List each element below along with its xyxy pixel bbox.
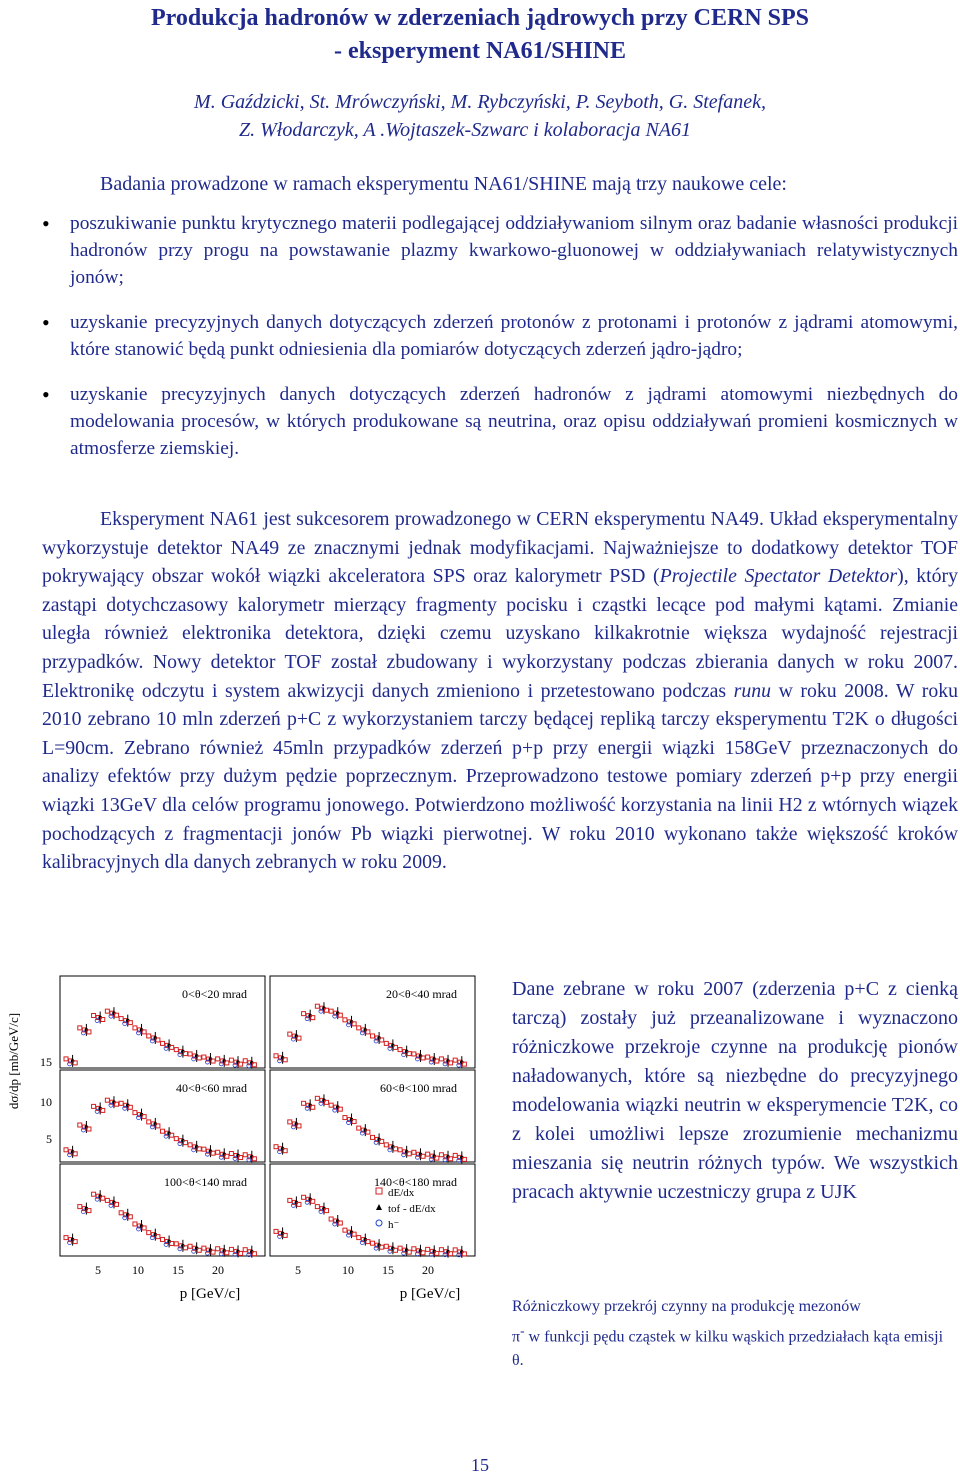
data-point-dedx — [398, 1048, 402, 1052]
x-tick-label: 10 — [132, 1263, 144, 1277]
data-point-dedx — [453, 1248, 457, 1252]
data-point-dedx — [202, 1147, 206, 1151]
x-axis-label-left: p [GeV/c] — [179, 1286, 241, 1302]
panel-label: 20<θ<40 mrad — [386, 987, 457, 1001]
authors-line-2: Z. Włodarczyk, A .Wojtaszek-Szwarc i kolaboracja NA61 — [238, 119, 691, 141]
data-point-dedx — [357, 1126, 361, 1130]
goal-item: • uzyskanie precyzyjnych danych dotyczących zderzeń protonów z protonami i protonów z jądrami atomowymi, które stanowić będą punkt odniesienia dla pomiarów dotyczących zderzeń jądro-jądro; — [42, 309, 958, 363]
data-point-dedx — [274, 1229, 278, 1233]
authors-line-1: M. Gaździcki, St. Mrówczyński, M. Rybczyński, P. Seyboth, G. Stefanek, — [194, 91, 766, 113]
right-column-text: Dane zebrane w roku 2007 (zderzenia p+C z cienką tarczą) zostały już przeanalizowane i wyznaczono różniczkowe przekroje czynne na produkcję pionów naładowanych, które są niezbędne do precyzyjnego modelowania wiązki neutrin w eksperymencie T2K, co z kolei umożliwi lepsze zrozumienie mechanizmu mieszania się neutrin różnych typów. We wszystkich pracach aktywnie uczestniczy grupa z UJK — [512, 978, 958, 1203]
data-point-dedx — [343, 1116, 347, 1120]
data-point-dedx — [78, 1123, 82, 1127]
data-point-dedx — [357, 1236, 361, 1240]
data-point-dedx — [288, 1032, 292, 1036]
data-point-dedx — [147, 1034, 151, 1038]
data-point-dedx — [371, 1034, 375, 1038]
data-point-dedx — [343, 1228, 347, 1232]
data-point-dedx — [147, 1120, 151, 1124]
data-point-dedx — [64, 1148, 68, 1152]
data-point-dedx — [216, 1057, 220, 1061]
data-point-dedx — [412, 1150, 416, 1154]
body-text-b: ), który zastąpi dotychczasowy kalorymetr mierzący fragmenty pocisku i cząstki lecące pod małymi kątami. Zmianie uległa również elektronika detektora, dzięki czemu uzyskano kilkakrotnie większa wydajność rejestracji przypadków. Nowy detektor TOF został zbudowany i wykorzystany podczas zbierania danych w roku 2007. Elektronikę odczytu i system akwizycji danych zmieniono i przetestowano podczas — [42, 565, 958, 702]
data-point-dedx — [371, 1241, 375, 1245]
legend-label: tof - dE/dx — [388, 1203, 436, 1215]
page-number: 15 — [471, 1455, 489, 1475]
figure-caption — [512, 1295, 958, 1373]
data-point-dedx — [229, 1247, 233, 1251]
chart-svg — [0, 966, 500, 1366]
data-point-dedx — [288, 1120, 292, 1124]
data-point-dedx — [315, 1205, 319, 1209]
data-point-dedx — [161, 1041, 165, 1045]
caption-line-1: Różniczkowy przekrój czynny na produkcję mezonów — [512, 1298, 861, 1315]
data-point-dedx — [302, 1012, 306, 1016]
data-point-dedx — [174, 1048, 178, 1052]
panel-label: 140<θ<180 mrad — [374, 1175, 457, 1189]
body-text-c: w roku 2008. W roku 2010 zebrano 10 mln zderzeń p+C z wykorzystaniem tarczy będącej repliką tarczy eksperymentu T2K o długości L=90cm. Zebrano również 45mln przypadków zderzeń p+p przy energii wiązki 158GeV przeznaczonych do analizy efektów przy dużym pędzie poprzecznym. Przeprowadzono testowe pomiary zderzeń p+p przy energii wiązki 13GeV dla celów programu jonowego. Potwierdzono możliwość korzystania na linii H2 z wtórnych wiązek pochodzących z fragmentacji jonów Pb wiązki pierwotnej. W roku 2010 wykonano także większość kroków kalibracyjnych dla danych zebranych w roku 2009. — [42, 679, 958, 874]
data-point-dedx — [216, 1150, 220, 1154]
data-point-dedx — [174, 1137, 178, 1141]
data-point-dedx — [188, 1052, 192, 1056]
panel-label: 40<θ<60 mrad — [176, 1081, 247, 1095]
data-point-dedx — [92, 1104, 96, 1108]
x-tick-label: 10 — [342, 1263, 354, 1277]
legend-marker-hminus — [376, 1220, 382, 1226]
panel-label: 0<θ<20 mrad — [182, 987, 247, 1001]
data-point-dedx — [398, 1246, 402, 1250]
panel-label: 60<θ<100 mrad — [380, 1081, 457, 1095]
data-point-dedx — [412, 1052, 416, 1056]
x-tick-label: 20 — [212, 1263, 224, 1277]
x-tick-label: 15 — [382, 1263, 394, 1277]
data-point-dedx — [78, 1205, 82, 1209]
data-point-dedx — [64, 1236, 68, 1240]
data-point-dedx — [92, 1014, 96, 1018]
data-point-dedx — [398, 1148, 402, 1152]
goal-item: • uzyskanie precyzyjnych danych dotyczących zderzeń hadronów z jądrami atomowymi niezbędnych do modelowania procesów, w których produkowane są neutrina, oraz opisu oddziaływań promieni kosmicznych w atmosferze ziemskiej. — [42, 381, 958, 462]
x-tick-label: 5 — [95, 1263, 101, 1277]
data-point-dedx — [302, 1101, 306, 1105]
page-title — [0, 2, 960, 68]
data-point-dedx — [105, 1009, 109, 1013]
data-point-dedx — [188, 1143, 192, 1147]
data-point-dedx — [453, 1153, 457, 1157]
data-point-dedx — [229, 1152, 233, 1156]
data-point-dedx — [133, 1222, 137, 1226]
caption-pi: π — [512, 1328, 521, 1346]
data-point-dedx — [78, 1026, 82, 1030]
data-point-dedx — [243, 1248, 247, 1252]
authors — [0, 88, 960, 144]
data-point-dedx — [426, 1247, 430, 1251]
body-italic-psd: Projectile Spectator Detektor — [659, 565, 898, 588]
data-point-dedx — [64, 1057, 68, 1061]
data-point-dedx — [384, 1041, 388, 1045]
title-line-1: Produkcja hadronów w zderzeniach jądrowych przy CERN SPS — [150, 5, 810, 31]
legend-marker-tof — [376, 1204, 382, 1210]
data-point-dedx — [384, 1143, 388, 1147]
data-point-dedx — [119, 1017, 123, 1021]
data-point-dedx — [412, 1247, 416, 1251]
x-tick-label: 5 — [295, 1263, 301, 1277]
data-point-dedx — [202, 1246, 206, 1250]
data-point-dedx — [439, 1248, 443, 1252]
data-point-dedx — [161, 1129, 165, 1133]
data-point-dedx — [202, 1055, 206, 1059]
data-point-dedx — [119, 1211, 123, 1215]
caption-line-2: w funkcji pędu cząstek w kilku wąskich przedziałach kąta emisji θ. — [512, 1328, 944, 1370]
caption-pi-sup: - — [520, 1323, 525, 1338]
y-tick-label: 5 — [46, 1132, 52, 1146]
data-point-dedx — [274, 1054, 278, 1058]
data-point-dedx — [329, 1217, 333, 1221]
data-point-dedx — [426, 1152, 430, 1156]
data-point-dedx — [274, 1145, 278, 1149]
data-point-dedx — [105, 1098, 109, 1102]
body-text-a: Eksperyment NA61 jest sukcesorem prowadzonego w CERN eksperymentu NA49. Układ eksperymentalny wykorzystuje detektor NA49 ze znacznymi jednak modyfikacjami. Najważniejsze to dodatkowy detektor TOF pokrywający obszar wokół wiązki akceleratora SPS oraz kalorymetr PSD ( — [42, 508, 958, 588]
goals-list — [42, 210, 958, 480]
data-point-dedx — [92, 1192, 96, 1196]
legend-label: dE/dx — [388, 1187, 415, 1199]
data-point-dedx — [426, 1055, 430, 1059]
data-point-dedx — [343, 1018, 347, 1022]
data-point-dedx — [133, 1111, 137, 1115]
x-tick-label: 15 — [172, 1263, 184, 1277]
data-point-dedx — [243, 1153, 247, 1157]
body-paragraph — [42, 505, 958, 877]
data-point-dedx — [216, 1247, 220, 1251]
data-point-dedx — [119, 1101, 123, 1105]
legend-label: h⁻ — [388, 1219, 400, 1231]
title-line-2: - eksperyment NA61/SHINE — [334, 38, 626, 64]
data-point-dedx — [229, 1058, 233, 1062]
x-tick-label: 20 — [422, 1263, 434, 1277]
intro-text: Badania prowadzone w ramach eksperymentu NA61/SHINE mają trzy naukowe cele: — [100, 173, 787, 195]
data-point-dedx — [302, 1195, 306, 1199]
data-point-dedx — [371, 1135, 375, 1139]
body-italic-runu: runu — [733, 679, 772, 702]
data-point-dedx — [105, 1198, 109, 1202]
y-tick-label: 15 — [40, 1055, 52, 1069]
data-point-dedx — [439, 1153, 443, 1157]
data-point-dedx — [161, 1237, 165, 1241]
data-point-dedx — [357, 1026, 361, 1030]
data-point-dedx — [288, 1198, 292, 1202]
data-point-dedx — [315, 1004, 319, 1008]
data-point-dedx — [439, 1057, 443, 1061]
x-axis-label-right: p [GeV/c] — [399, 1286, 461, 1302]
data-point-dedx — [329, 1103, 333, 1107]
y-tick-label: 10 — [40, 1095, 52, 1109]
data-point-dedx — [384, 1244, 388, 1248]
panel-label: 100<θ<140 mrad — [164, 1175, 247, 1189]
data-point-dedx — [329, 1009, 333, 1013]
data-point-dedx — [188, 1244, 192, 1248]
data-point-dedx — [315, 1096, 319, 1100]
cross-section-figure — [0, 966, 500, 1366]
data-point-dedx — [174, 1242, 178, 1246]
data-point-dedx — [147, 1231, 151, 1235]
y-axis-label: dσ/dp [mb/GeV/c] — [6, 1012, 21, 1110]
data-point-dedx — [243, 1059, 247, 1063]
data-point-dedx — [453, 1058, 457, 1062]
data-point-dedx — [133, 1026, 137, 1030]
goal-item: • poszukiwanie punktu krytycznego materii podlegającej oddziaływaniom silnym oraz badanie własności produkcji hadronów przy progu na powstawanie plazmy kwarkowo-gluonowej w oddziaływaniach relatywistycznych jonów; — [42, 210, 958, 291]
